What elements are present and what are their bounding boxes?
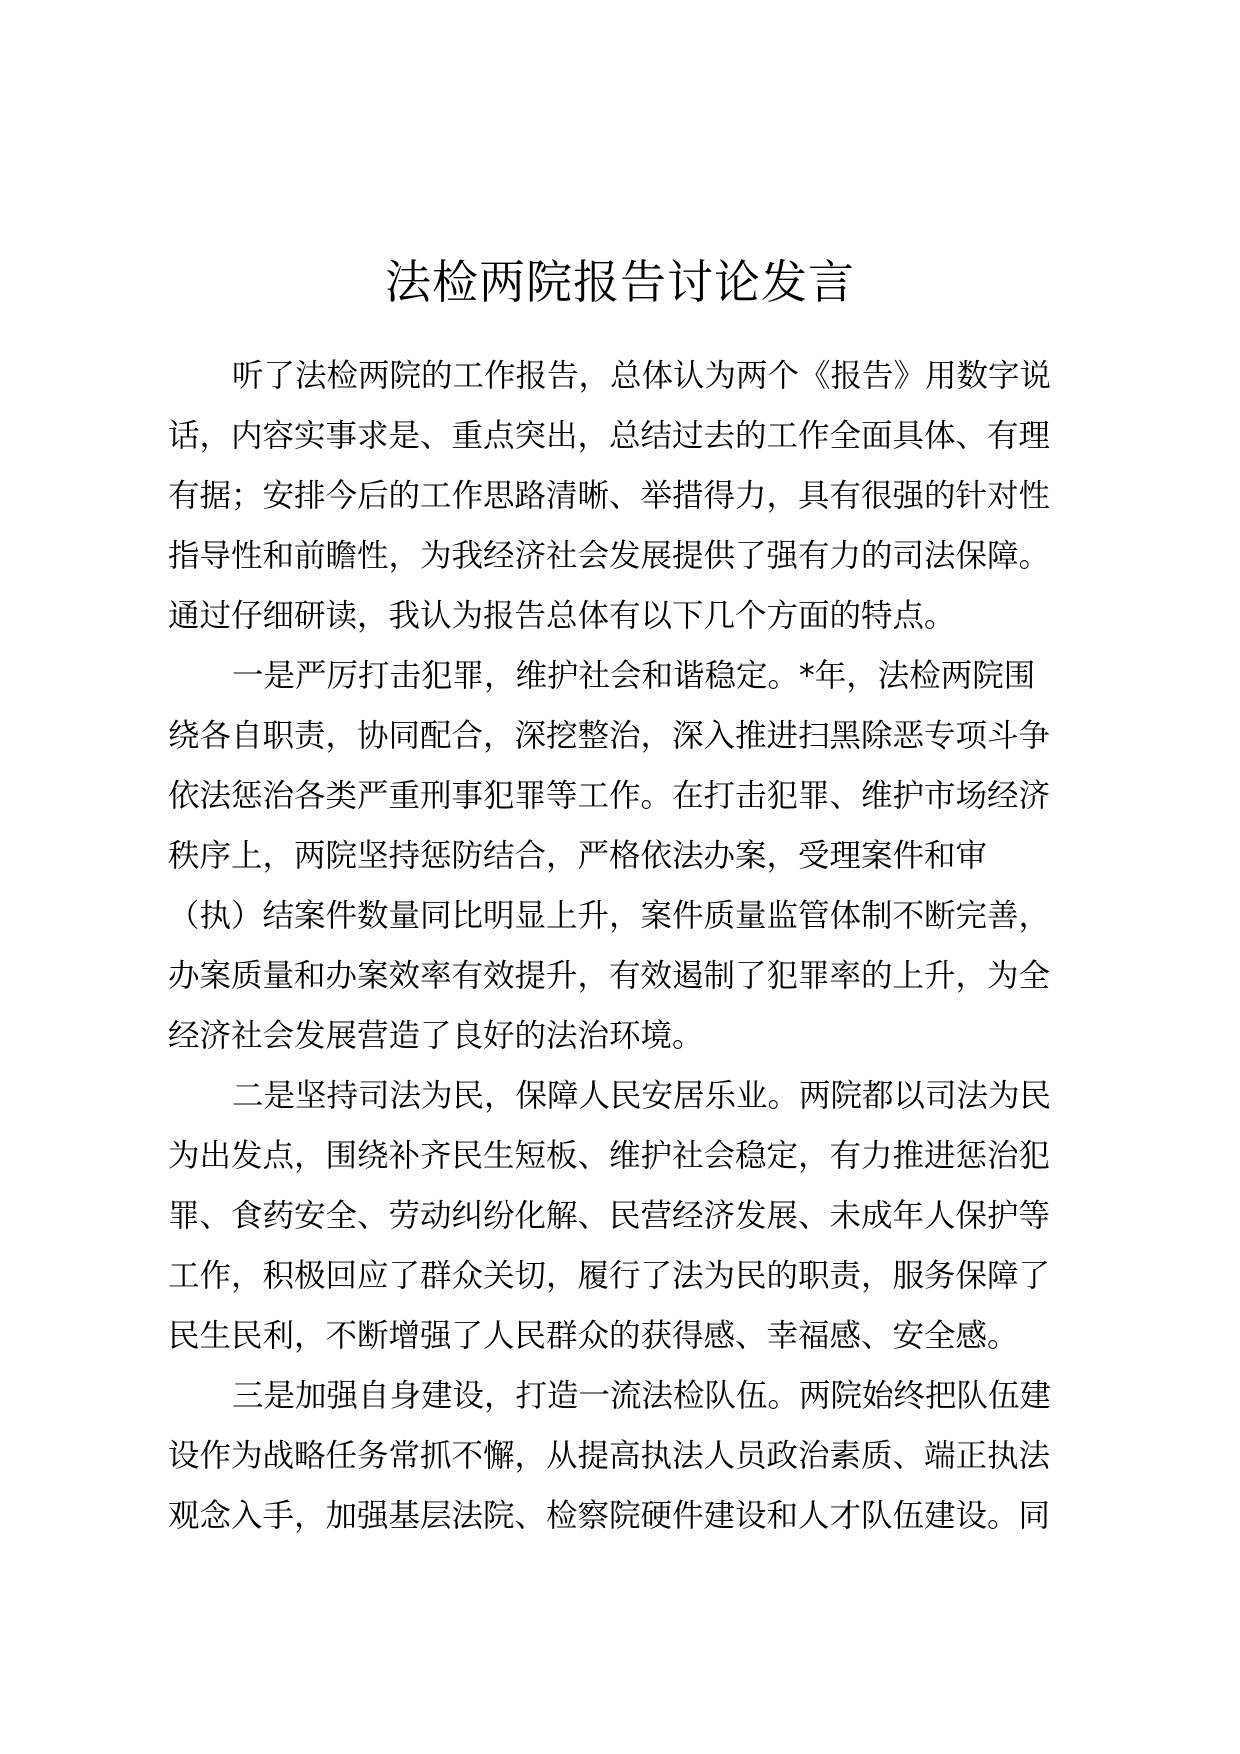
paragraph-line: 指导性和前瞻性，为我经济社会发展提供了强有力的司法保障。 [168,538,1051,574]
paragraph-line: 有据；安排今后的工作思路清晰、举措得力，具有很强的针对性 [168,478,1051,514]
paragraph-line: 观念入手，加强基层法院、检察院硬件建设和人才队伍建设。同 [168,1498,1051,1534]
paragraph-line: 设作为战略任务常抓不懈，从提高执法人员政治素质、端正执法 [168,1438,1051,1474]
paragraph-line: （执）结案件数量同比明显上升，案件质量监管体制不断完善， [168,898,1051,934]
paragraph-line: 通过仔细研读，我认为报告总体有以下几个方面的特点。 [168,598,956,634]
paragraph-3 [168,1066,1098,1366]
paragraph-line: 民生民利，不断增强了人民群众的获得感、幸福感、安全感。 [168,1318,1019,1354]
paragraph-line: 三是加强自身建设，打造一流法检队伍。两院始终把队伍建 [232,1378,1052,1414]
paragraph-line: 话，内容实事求是、重点突出，总结过去的工作全面具体、有理 [168,418,1051,454]
paragraph-line: 为出发点，围绕补齐民生短板、维护社会稳定，有力推进惩治犯 [168,1138,1051,1174]
document-title: 法检两院报告讨论发言 [385,255,855,309]
paragraph-line: 听了法检两院的工作报告，总体认为两个《报告》用数字说 [232,358,1052,394]
paragraph-line: 绕各自职责，协同配合，深挖整治，深入推进扫黑除恶专项斗争 [168,718,1051,754]
paragraph-1 [168,346,1098,646]
paragraph-line: 秩序上，两院坚持惩防结合，严格依法办案，受理案件和审 [168,838,988,874]
paragraph-line: 罪、食药安全、劳动纠纷化解、民营经济发展、未成年人保护等 [168,1198,1051,1234]
paragraph-4 [168,1366,1098,1546]
paragraph-2 [168,646,1098,1066]
document-body [168,346,1098,1546]
paragraph-line: 二是坚持司法为民，保障人民安居乐业。两院都以司法为民 [232,1078,1052,1114]
paragraph-line: 办案质量和办案效率有效提升，有效遏制了犯罪率的上升，为全 [168,958,1051,994]
paragraph-line: 经济社会发展营造了良好的法治环境。 [168,1018,704,1054]
paragraph-line: 一是严厉打击犯罪，维护社会和谐稳定。*年，法检两院围 [232,658,1036,694]
paragraph-line: 工作，积极回应了群众关切，履行了法为民的职责，服务保障了 [168,1258,1051,1294]
paragraph-line: 依法惩治各类严重刑事犯罪等工作。在打击犯罪、维护市场经济 [168,778,1051,814]
